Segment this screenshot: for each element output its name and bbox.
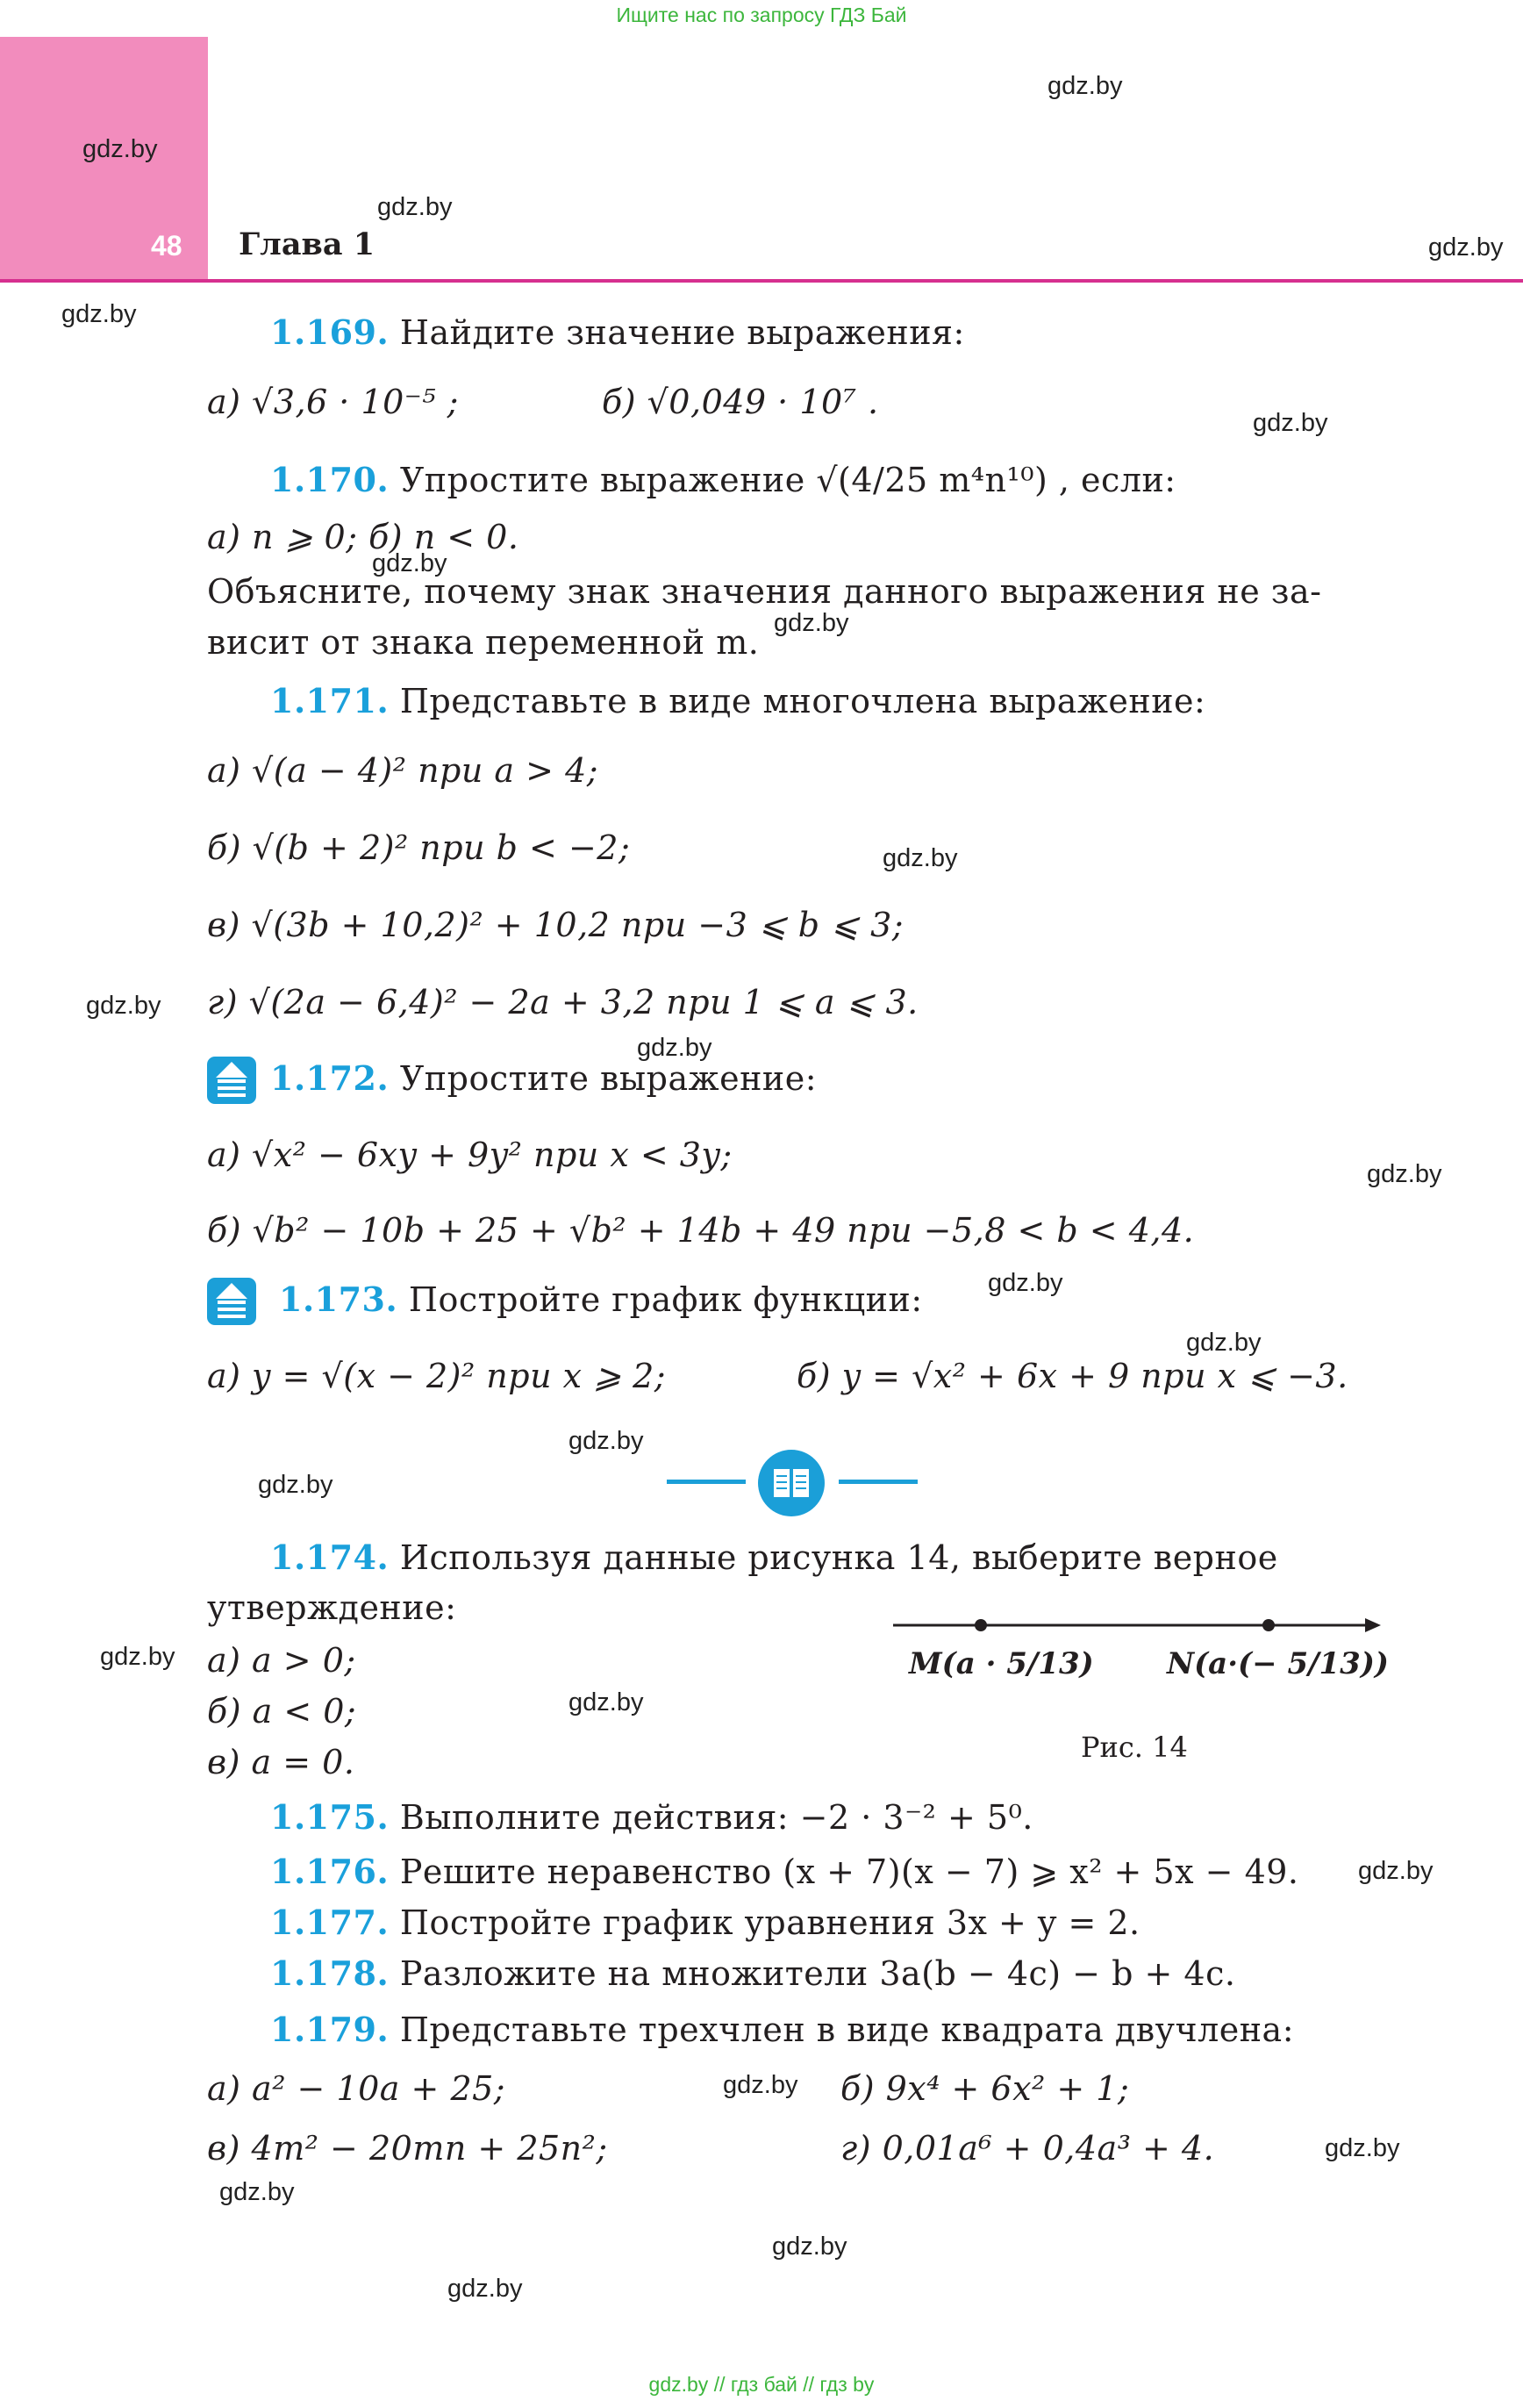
problem-1176 [270,1852,1299,1893]
problem-1173-b: б) y = √x² + 6x + 9 при x ⩽ −3. [797,1357,1348,1395]
problem-text: Постройте график уравнения 3x + y = 2. [399,1903,1140,1942]
house-up-icon [207,1057,256,1104]
problem-number: 1.175. [270,1797,390,1837]
problem-1171 [270,681,1205,722]
problem-1178 [270,1953,1235,1995]
figure-caption: Рис. 14 [1081,1731,1188,1764]
problem-1179 [270,2010,1294,2051]
problem-1174-c: в) a = 0. [207,1743,355,1781]
watermark: gdz.by [258,1471,333,1499]
problem-1174-text-2: утверждение: [207,1588,457,1627]
problem-text: Разложите на множители 3a(b − 4c) − b + 4c. [399,1954,1236,1993]
problem-1170-parts: а) n ⩾ 0; б) n < 0. [207,518,519,556]
watermark: gdz.by [1048,72,1123,100]
problem-1179-c: в) 4m² − 20mn + 25n²; [207,2129,608,2168]
house-up-icon [207,1278,256,1325]
problem-1172-a: а) √x² − 6xy + 9y² при x < 3y; [207,1136,733,1174]
problem-1173 [279,1279,923,1321]
watermark: gdz.by [219,2178,295,2206]
point-m-label: M(a · 5/13) [909,1646,1094,1681]
problem-1175 [270,1797,1033,1838]
problem-1172 [270,1058,817,1100]
watermark: gdz.by [1186,1329,1262,1357]
top-banner[interactable]: Ищите нас по запросу ГДЗ Бай [616,4,907,26]
problem-text: Представьте трехчлен в виде квадрата двучлена: [399,2010,1295,2049]
problem-number: 1.170. [270,460,390,499]
problem-text: Используя данные рисунка 14, выберите верное [399,1538,1278,1577]
problem-number: 1.171. [270,681,390,720]
problem-1179-a: а) a² − 10a + 25; [207,2069,506,2108]
problem-1173-a: а) y = √(x − 2)² при x ⩾ 2; [207,1357,667,1395]
watermark: gdz.by [86,992,161,1020]
problem-number: 1.178. [270,1953,390,1993]
problem-number: 1.179. [270,2010,390,2049]
header-rule [0,279,1523,283]
watermark: gdz.by [447,2275,523,2303]
arrow-head-icon [1365,1618,1381,1632]
watermark: gdz.by [568,1427,644,1455]
problem-1169 [270,312,965,354]
watermark: gdz.by [1428,233,1504,262]
watermark: gdz.by [82,135,158,163]
problem-number: 1.173. [279,1279,398,1319]
problem-text: Упростите выражение: [399,1059,818,1098]
problem-1174 [270,1537,1278,1579]
point-n [1262,1619,1275,1631]
watermark: gdz.by [1325,2134,1400,2162]
problem-1174-b: б) a < 0; [207,1692,357,1731]
problem-1170-explain-2: висит от знака переменной m. [207,623,760,662]
problem-1177 [270,1903,1140,1944]
watermark: gdz.by [1253,409,1328,437]
watermark: gdz.by [988,1269,1063,1297]
watermark: gdz.by [1358,1857,1434,1885]
problem-1179-d: г) 0,01a⁶ + 0,4a³ + 4. [840,2129,1215,2168]
watermark: gdz.by [61,300,137,328]
problem-1169-a: а) √3,6 · 10⁻⁵ ; [207,383,459,421]
watermark: gdz.by [372,549,447,577]
problem-number: 1.177. [270,1903,390,1942]
watermark: gdz.by [1367,1160,1442,1188]
problem-text: Выполните действия: −2 · 3⁻² + 5⁰. [399,1798,1033,1837]
watermark: gdz.by [772,2232,847,2261]
problem-1174-a: а) a > 0; [207,1641,356,1680]
watermark: gdz.by [723,2071,798,2099]
problem-number: 1.176. [270,1852,390,1891]
page-number: 48 [151,230,182,262]
divider-line-right [839,1480,918,1484]
problem-1171-a: а) √(a − 4)² при a > 4; [207,751,599,790]
problem-1171-c: в) √(3b + 10,2)² + 10,2 при −3 ⩽ b ⩽ 3; [207,906,905,944]
watermark: gdz.by [774,609,849,637]
footer-banner[interactable]: gdz.by // гдз бай // гдз by [648,2373,875,2396]
problem-text: Найдите значение выражения: [399,313,965,352]
point-m [975,1619,987,1631]
problem-1172-b: б) √b² − 10b + 25 + √b² + 14b + 49 при −5,8 < b < 4,4. [207,1211,1195,1250]
number-line [891,1608,1383,1643]
watermark: gdz.by [637,1034,712,1062]
problem-text: Решите неравенство (x + 7)(x − 7) ⩾ x² + 5x − 49. [399,1853,1299,1891]
problem-1170 [270,460,1176,501]
problem-number: 1.174. [270,1537,390,1577]
problem-1171-d: г) √(2a − 6,4)² − 2a + 3,2 при 1 ⩽ a ⩽ 3. [207,983,919,1021]
watermark: gdz.by [568,1688,644,1716]
problem-1179-b: б) 9x⁴ + 6x² + 1; [840,2069,1130,2108]
problem-1169-b: б) √0,049 · 10⁷ . [602,383,879,421]
chapter-title: Глава 1 [239,226,375,262]
watermark: gdz.by [377,193,453,221]
problem-text: Постройте график функции: [408,1280,923,1319]
problem-1171-b: б) √(b + 2)² при b < −2; [207,828,631,867]
open-book-icon [758,1450,825,1516]
watermark: gdz.by [100,1643,175,1671]
problem-number: 1.169. [270,312,390,352]
problem-text: Упростите выражение √(4/25 m⁴n¹⁰) , если: [399,461,1176,499]
problem-1170-explain-1: Объясните, почему знак значения данного выражения не за- [207,572,1322,611]
divider-line-left [667,1480,746,1484]
problem-number: 1.172. [270,1058,390,1098]
problem-text: Представьте в виде многочлена выражение: [399,682,1206,720]
point-n-label: N(a·(− 5/13)) [1167,1646,1390,1681]
watermark: gdz.by [883,844,958,872]
